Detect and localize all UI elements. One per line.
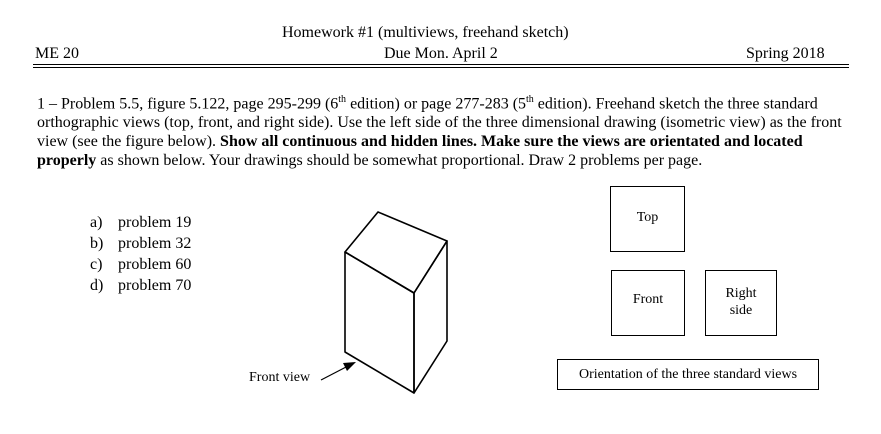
views-caption-box [557,359,819,390]
ordinal-sup-5: th [526,94,534,105]
views-caption: Orientation of the three standard views [578,367,798,382]
right-view-label-line1: Right [725,286,757,301]
front-view-box [611,270,685,336]
problem-text-3: edition). Freehand sketch the three standard orthographic views (top, front, and right side). Use the left side of the three dimensional drawing (isometric view) as the front view (see the figure below). [37,95,842,151]
right-side-view-box [705,270,777,336]
front-view-label: Front view [249,370,311,385]
list-item-letter: a) [90,214,103,231]
problem-text-2: edition) or page 277-283 (5 [346,95,527,113]
list-item-text: problem 70 [118,277,192,294]
front-view-box-label: Front [632,292,664,307]
top-view-label: Top [636,210,659,225]
problem-text-4: as shown below. Your drawings should be somewhat proportional. Draw 2 problems per page. [96,152,703,170]
list-item-letter: b) [90,235,104,252]
list-item-text: problem 19 [118,214,192,231]
cube-top-face [345,212,447,293]
list-item-letter: d) [90,277,104,294]
problem-emphasis: Show all continuous and hidden lines. Make sure the views are orientated and located properly [37,133,803,170]
list-item-text: problem 32 [118,235,192,252]
page-title: Homework #1 (multiviews, freehand sketch) [282,24,569,41]
cube-left-face [345,252,414,393]
right-view-label-line2: side [729,303,753,318]
due-date: Due Mon. April 2 [384,45,498,62]
list-item-text: problem 60 [118,256,192,273]
term: Spring 2018 [746,45,825,62]
ordinal-sup-6: th [338,94,347,105]
list-item-letter: c) [90,256,103,273]
front-view-arrow-icon [321,362,356,380]
course-code: ME 20 [35,45,79,62]
cube-right-face [414,241,447,393]
problem-text-1: 1 – Problem 5.5, figure 5.122, page 295-299 (6 [37,95,339,113]
top-view-box [610,186,685,252]
